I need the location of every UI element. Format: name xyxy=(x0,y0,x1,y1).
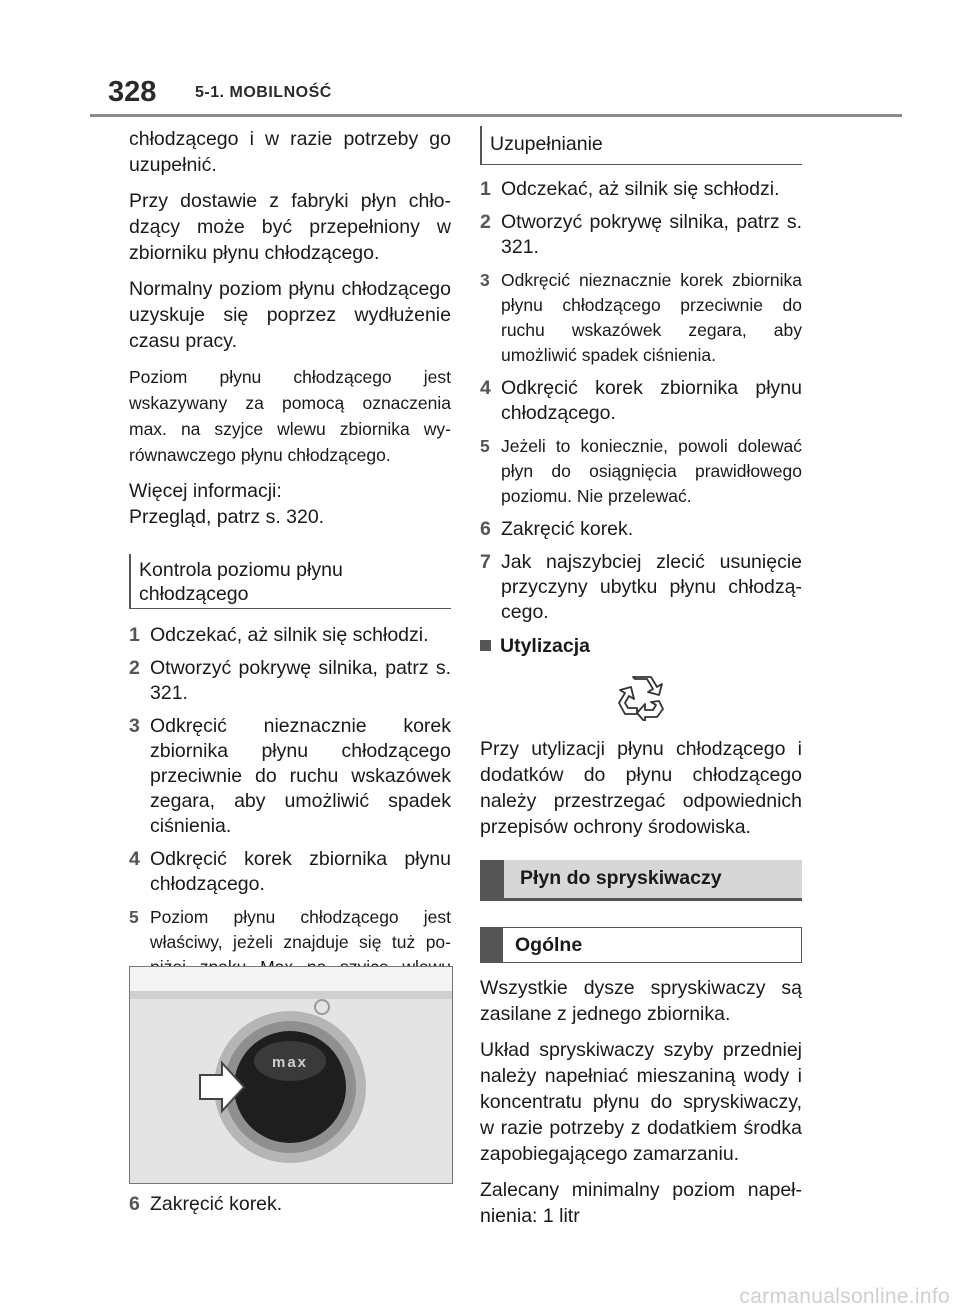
list-item: 7 Jak najszybciej zlecić usunięcie przyczyny ubytku płynu chłodzącego. xyxy=(480,551,802,623)
list-item: 2 Otworzyć pokrywę silnika, patrz s. 321. xyxy=(480,211,802,258)
subheading-coolant-check: Kontrola poziomu płynu chłodzącego xyxy=(129,554,451,609)
step-list xyxy=(129,623,451,1005)
paragraph: Układ spryskiwaczy szyby przedniej należy napełniać mieszaniną wody i koncentratu płynu do spryskiwaczy, w razie potrzeby z dodatkiem środka zapobiegającego zamarzaniu. xyxy=(480,1039,802,1165)
disposal-heading: Utylizacja xyxy=(480,633,802,659)
list-item: 1 Odczekać, aż silnik się schłodzi. xyxy=(480,178,780,200)
coolant-cap-illustration xyxy=(130,967,452,1183)
right-column xyxy=(480,126,802,1239)
paragraph: Wszystkie dysze spryskiwaczy są zasilane z jednego zbiornika. xyxy=(480,977,802,1025)
section-heading-washer-fluid: Płyn do spryskiwaczy xyxy=(480,860,802,901)
paragraph: Zalecany minimalny poziom napełnienia: 1 litr xyxy=(480,1179,802,1227)
max-label: max xyxy=(271,1054,309,1071)
watermark: carmanualsonline.info xyxy=(739,1285,950,1308)
list-item: 3 Odkręcić nieznacznie korek zbiornika płynu chłodzącego przeciwnie do ruchu wskazówek zegara, aby umożliwić spadek ciśnienia. xyxy=(480,270,802,365)
header-rule xyxy=(90,114,902,117)
list-item: 5 Poziom płynu chłodzącego jest właściwy, jeżeli znajduje się tuż po xyxy=(129,907,451,952)
page-number: 328 xyxy=(108,76,157,108)
coolant-cap-figure xyxy=(129,966,453,1184)
list-item: 3 Odkręcić nieznacznie korek zbiornika płynu chłodzącego przeciwnie do ruchu wskazówek zegara, aby umożliwić spadek ciśnienia. xyxy=(129,715,451,837)
more-info-link[interactable]: Przegląd, patrz s. 320. xyxy=(129,506,325,528)
section-title: 5-1. MOBILNOŚĆ xyxy=(195,84,332,101)
more-info-label: Więcej informacji: xyxy=(129,480,282,502)
step-list xyxy=(129,1192,451,1217)
left-column xyxy=(129,126,451,1013)
paragraph: Przy dostawie z fabryki płyn chłodzący może być przepełniony w zbiorniku płynu chłodzącego. xyxy=(129,190,451,264)
paragraph: Poziom płynu chłodzącego jest wskazywany za pomocą oznaczenia max. na szyjce wlewu zbiornika wyrównawczego płynu chłodzącego. xyxy=(129,367,451,465)
left-column-bottom xyxy=(129,1192,451,1225)
step-list xyxy=(480,177,802,625)
disposal-text: Przy utylizacji płynu chłodzącego i dodatków do płynu chłodzącego należy przestrzegać odpowiednich przepisów ochrony środowiska. xyxy=(480,738,802,838)
list-item: 6 Zakręcić korek. xyxy=(129,1193,283,1215)
paragraph: Normalny poziom płynu chłodzącego uzyskuje się poprzez wydłużenie czasu pracy. xyxy=(129,278,451,352)
list-item: 4 Odkręcić korek zbiornika płynu chłodzącego. xyxy=(480,377,802,424)
list-item: 4 Odkręcić korek zbiornika płynu chłodzącego. xyxy=(129,848,451,895)
page-header xyxy=(90,68,902,108)
list-item: 1 Odczekać, aż silnik się schłodzi. xyxy=(129,624,429,646)
paragraph: chłodzącego i w razie potrzeby go uzupełnić. xyxy=(129,128,451,176)
list-item: 6 Zakręcić korek. xyxy=(480,518,634,540)
subsection-heading-general: Ogólne xyxy=(480,927,802,963)
subheading-refill: Uzupełnianie xyxy=(480,126,802,165)
bullet-square-icon xyxy=(480,640,491,651)
list-item: 2 Otworzyć pokrywę silnika, patrz s. 321. xyxy=(129,657,451,704)
list-item: 5 Jeżeli to koniecznie, powoli dolewać płyn do osiągnięcia prawidłowego poziomu. Nie przelewać. xyxy=(480,436,802,506)
recycle-icon xyxy=(480,673,802,726)
